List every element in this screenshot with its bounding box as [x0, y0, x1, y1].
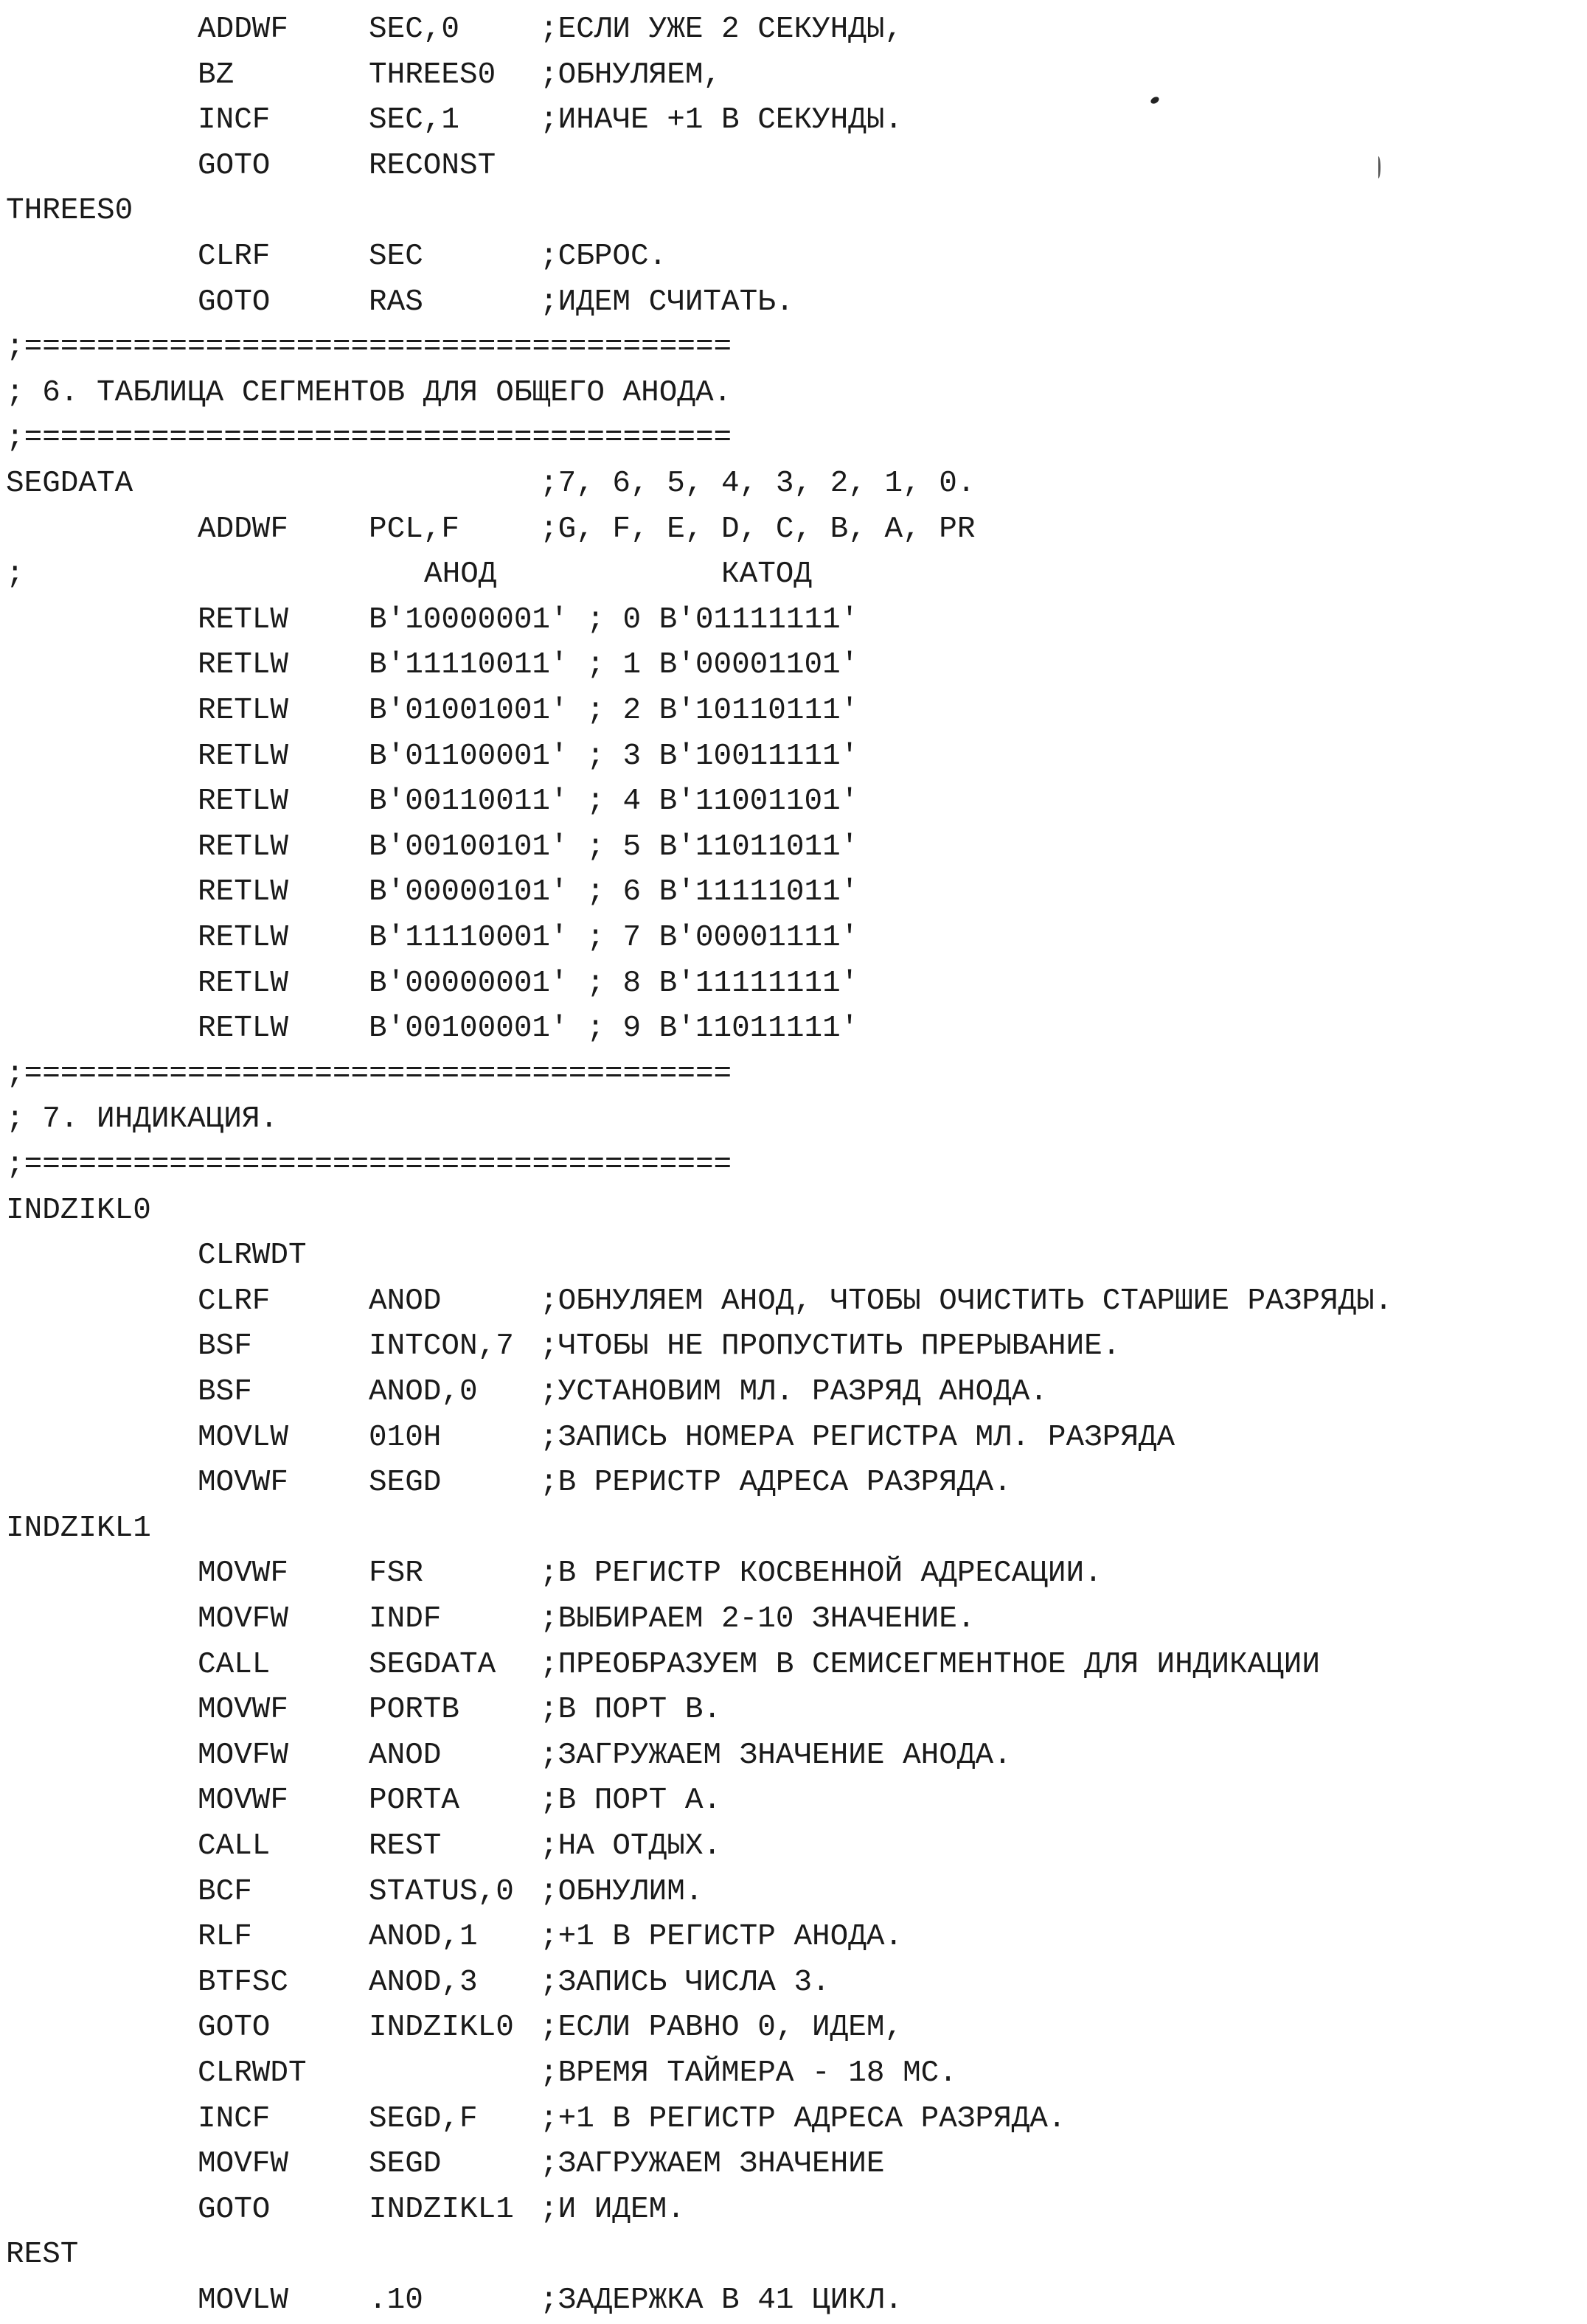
code-opcode: CALL: [198, 1829, 271, 1863]
code-operand: ANOD,1: [369, 1920, 478, 1955]
code-operand: B'01100001' ; 3 B'10011111': [369, 739, 859, 773]
code-opcode: CLRF: [198, 240, 271, 274]
code-opcode: RETLW: [198, 829, 289, 864]
code-operand: B'00000001' ; 8 B'11111111': [369, 966, 859, 1001]
code-line: [0, 689, 1587, 734]
code-label: REST: [6, 2238, 79, 2272]
code-opcode: MOVWF: [198, 1784, 289, 1818]
code-comment: ;ЧТОБЫ НЕ ПРОПУСТИТЬ ПРЕРЫВАНИЕ.: [540, 1329, 1121, 1364]
code-opcode: RETLW: [198, 921, 289, 955]
code-line: [0, 1643, 1587, 1688]
code-operand: SEC: [369, 240, 423, 274]
code-line: [0, 1688, 1587, 1733]
code-opcode: RETLW: [198, 694, 289, 728]
code-line: [0, 1597, 1587, 1643]
code-operand: INDZIKL0: [369, 2011, 514, 2045]
code-operand: B'00000101' ; 6 B'11111011': [369, 875, 859, 910]
code-operand: RECONST: [369, 148, 496, 183]
code-opcode: RETLW: [198, 648, 289, 683]
code-operand: B'11110011' ; 1 B'00001101': [369, 648, 859, 683]
code-line: [0, 2142, 1587, 2188]
code-opcode: RETLW: [198, 739, 289, 773]
code-line: [0, 325, 1587, 371]
code-comment: ;+1 В РЕГИСТР АНОДА.: [540, 1920, 903, 1955]
code-line: [0, 598, 1587, 644]
code-line: [0, 1870, 1587, 1916]
separator-line: ;=======================================: [6, 330, 732, 365]
code-line: [0, 1234, 1587, 1279]
code-line: [0, 779, 1587, 825]
code-comment: ;НА ОТДЫХ.: [540, 1829, 722, 1863]
code-operand: ANOD: [369, 1284, 442, 1318]
code-line: [0, 2188, 1587, 2233]
code-line: [0, 961, 1587, 1007]
code-operand: ANOD: [369, 1738, 442, 1772]
code-opcode: MOVWF: [198, 1466, 289, 1500]
code-line: [0, 1551, 1587, 1597]
code-line: [0, 1416, 1587, 1461]
code-operand: INTCON,7: [369, 1329, 514, 1364]
table-comment: ;G, F, E, D, C, B, A, PR: [540, 512, 976, 546]
code-line: [0, 870, 1587, 916]
code-opcode: BSF: [198, 1329, 252, 1364]
code-operand: SEGD: [369, 1466, 442, 1500]
code-operand: SEGD,F: [369, 2101, 478, 2136]
code-opcode: RETLW: [198, 875, 289, 910]
code-operand: B'00100101' ; 5 B'11011011': [369, 829, 859, 864]
code-comment: ;ПРЕОБРАЗУЕМ В СЕМИСЕГМЕНТНОЕ ДЛЯ ИНДИКАЦИИ: [540, 1647, 1320, 1682]
code-line: [0, 7, 1587, 53]
code-comment: ;ЗАДЕРЖКА В 41 ЦИКЛ.: [540, 2283, 903, 2317]
code-opcode: BSF: [198, 1375, 252, 1409]
code-line: [0, 916, 1587, 961]
code-opcode: GOTO: [198, 2192, 271, 2227]
code-operand: ANOD,0: [369, 1375, 478, 1409]
code-opcode: CLRWDT: [198, 1239, 307, 1273]
code-operand: .10: [369, 2283, 423, 2317]
code-opcode: MOVLW: [198, 2283, 289, 2317]
code-line: [0, 1370, 1587, 1416]
code-line: [0, 234, 1587, 280]
code-operand: B'10000001' ; 0 B'01111111': [369, 602, 859, 637]
table-comment: ;7, 6, 5, 4, 3, 2, 1, 0.: [540, 467, 976, 501]
code-line: [0, 1097, 1587, 1143]
code-opcode: ADDWF: [198, 13, 289, 46]
code-opcode: RLF: [198, 1920, 252, 1955]
code-operand: SEGDATA: [369, 1647, 496, 1682]
code-operand: STATUS,0: [369, 1874, 514, 1909]
code-line: [0, 734, 1587, 780]
code-line: [0, 280, 1587, 326]
code-opcode: ADDWF: [198, 512, 289, 546]
code-opcode: MOVLW: [198, 1420, 289, 1455]
code-opcode: BCF: [198, 1874, 252, 1909]
code-line: [0, 825, 1587, 871]
code-line: [0, 462, 1587, 507]
code-opcode: INCF: [198, 103, 271, 138]
code-operand: INDZIKL1: [369, 2192, 514, 2227]
code-comment: ;УСТАНОВИМ МЛ. РАЗРЯД АНОДА.: [540, 1375, 1048, 1409]
code-comment: ;И ИДЕМ.: [540, 2192, 685, 2227]
code-line: [0, 1506, 1587, 1552]
separator-line: ;=======================================: [6, 1057, 732, 1091]
code-line: [0, 643, 1587, 689]
code-operand: PORTB: [369, 1693, 460, 1728]
code-opcode: GOTO: [198, 285, 271, 319]
code-opcode: BTFSC: [198, 1965, 289, 2000]
code-opcode: MOVFW: [198, 1602, 289, 1636]
code-comment: ;В РЕГИСТР КОСВЕННОЙ АДРЕСАЦИИ.: [540, 1556, 1102, 1591]
code-line: [0, 2233, 1587, 2278]
code-operand: B'01001001' ; 2 B'10110111': [369, 694, 859, 728]
code-line: [0, 2278, 1587, 2324]
code-operand: INDF: [369, 1602, 442, 1636]
code-opcode: GOTO: [198, 2011, 271, 2045]
code-comment: ;ОБНУЛЯЕМ,: [540, 58, 722, 92]
code-line: [0, 552, 1587, 598]
code-comment: ;ЗАГРУЖАЕМ ЗНАЧЕНИЕ: [540, 2147, 885, 2182]
code-line: [0, 1279, 1587, 1325]
code-opcode: RETLW: [198, 1012, 289, 1046]
code-line: [0, 2005, 1587, 2051]
code-opcode: MOVWF: [198, 1556, 289, 1591]
code-label: INDZIKL1: [6, 1511, 151, 1545]
code-line: [0, 1778, 1587, 1824]
code-label: ;: [6, 557, 24, 592]
code-comment: ;ЕСЛИ РАВНО 0, ИДЕМ,: [540, 2011, 903, 2045]
code-line: [0, 1006, 1587, 1052]
code-opcode: RETLW: [198, 602, 289, 637]
code-line: [0, 1733, 1587, 1779]
code-comment: ;ВРЕМЯ ТАЙМЕРА - 18 МС.: [540, 2056, 957, 2090]
code-line: [0, 2097, 1587, 2143]
code-comment: ;ИДЕМ СЧИТАТЬ.: [540, 285, 794, 319]
code-operand: B'00110011' ; 4 B'11001101': [369, 784, 859, 819]
code-line: [0, 1961, 1587, 2006]
code-operand: SEGD: [369, 2147, 442, 2182]
code-opcode: CALL: [198, 1647, 271, 1682]
code-comment: ;ЗАГРУЖАЕМ ЗНАЧЕНИЕ АНОДА.: [540, 1738, 1012, 1772]
code-operand: FSR: [369, 1556, 423, 1591]
code-operand: SEC,0: [369, 13, 460, 46]
code-opcode: CLRF: [198, 1284, 271, 1318]
code-operand: B'11110001' ; 7 B'00001111': [369, 921, 859, 955]
code-operand: 010H: [369, 1420, 442, 1455]
code-operand: PORTA: [369, 1784, 460, 1818]
code-line: [0, 371, 1587, 417]
code-comment: ;ЗАПИСЬ НОМЕРА РЕГИСТРА МЛ. РАЗРЯДА: [540, 1420, 1176, 1455]
column-header-anod: АНОД: [424, 557, 497, 592]
code-label: INDZIKL0: [6, 1193, 151, 1228]
code-opcode: INCF: [198, 2101, 271, 2136]
code-line: [0, 189, 1587, 234]
code-comment: ;ВЫБИРАЕМ 2-10 ЗНАЧЕНИЕ.: [540, 1602, 976, 1636]
code-operand: B'00100001' ; 9 B'11011111': [369, 1012, 859, 1046]
section-heading: ; 7. ИНДИКАЦИЯ.: [6, 1102, 279, 1137]
code-comment: ;ОБНУЛЯЕМ АНОД, ЧТОБЫ ОЧИСТИТЬ СТАРШИЕ РАЗРЯДЫ.: [540, 1284, 1393, 1318]
code-opcode: GOTO: [198, 148, 271, 183]
code-comment: ;СБРОС.: [540, 240, 667, 274]
code-line: [0, 416, 1587, 462]
code-operand: THREES0: [369, 58, 496, 92]
code-opcode: MOVWF: [198, 1693, 289, 1728]
code-opcode: BZ: [198, 58, 235, 92]
code-label: THREES0: [6, 194, 133, 229]
code-line: [0, 1324, 1587, 1370]
code-line: [0, 144, 1587, 189]
code-operand: REST: [369, 1829, 442, 1863]
code-comment: ;ЗАПИСЬ ЧИСЛА 3.: [540, 1965, 830, 2000]
code-operand: SEC,1: [369, 103, 460, 138]
code-line: [0, 1915, 1587, 1961]
code-operand: ANOD,3: [369, 1965, 478, 2000]
scan-speck: [1376, 156, 1381, 178]
code-operand: PCL,F: [369, 512, 460, 546]
separator-line: ;=======================================: [6, 421, 732, 456]
code-line: [0, 1143, 1587, 1189]
code-line: [0, 507, 1587, 553]
code-opcode: RETLW: [198, 784, 289, 819]
separator-line: ;=======================================: [6, 1148, 732, 1182]
code-opcode: CLRWDT: [198, 2056, 307, 2090]
code-line: [0, 1189, 1587, 1234]
code-label: SEGDATA: [6, 467, 133, 501]
code-opcode: RETLW: [198, 966, 289, 1001]
code-line: [0, 1052, 1587, 1098]
code-comment: ;+1 В РЕГИСТР АДРЕСА РАЗРЯДА.: [540, 2101, 1066, 2136]
code-line: [0, 1461, 1587, 1506]
code-opcode: MOVFW: [198, 1738, 289, 1772]
code-opcode: MOVFW: [198, 2147, 289, 2182]
code-comment: ;В ПОРТ В.: [540, 1693, 722, 1728]
code-comment: ;В ПОРТ А.: [540, 1784, 722, 1818]
code-comment: ;ИНАЧЕ +1 В СЕКУНДЫ.: [540, 103, 903, 138]
code-line: [0, 98, 1587, 144]
code-line: [0, 53, 1587, 99]
column-header-katod: КАТОД: [721, 557, 813, 592]
code-line: [0, 2051, 1587, 2097]
code-line: [0, 1824, 1587, 1870]
section-heading: ; 6. ТАБЛИЦА СЕГМЕНТОВ ДЛЯ ОБЩЕГО АНОДА.: [6, 375, 732, 410]
code-comment: ;В РЕРИСТР АДРЕСА РАЗРЯДА.: [540, 1466, 1012, 1500]
code-comment: ;ОБНУЛИМ.: [540, 1874, 704, 1909]
code-operand: RAS: [369, 285, 423, 319]
code-comment: ;ЕСЛИ УЖЕ 2 СЕКУНДЫ,: [540, 13, 903, 46]
